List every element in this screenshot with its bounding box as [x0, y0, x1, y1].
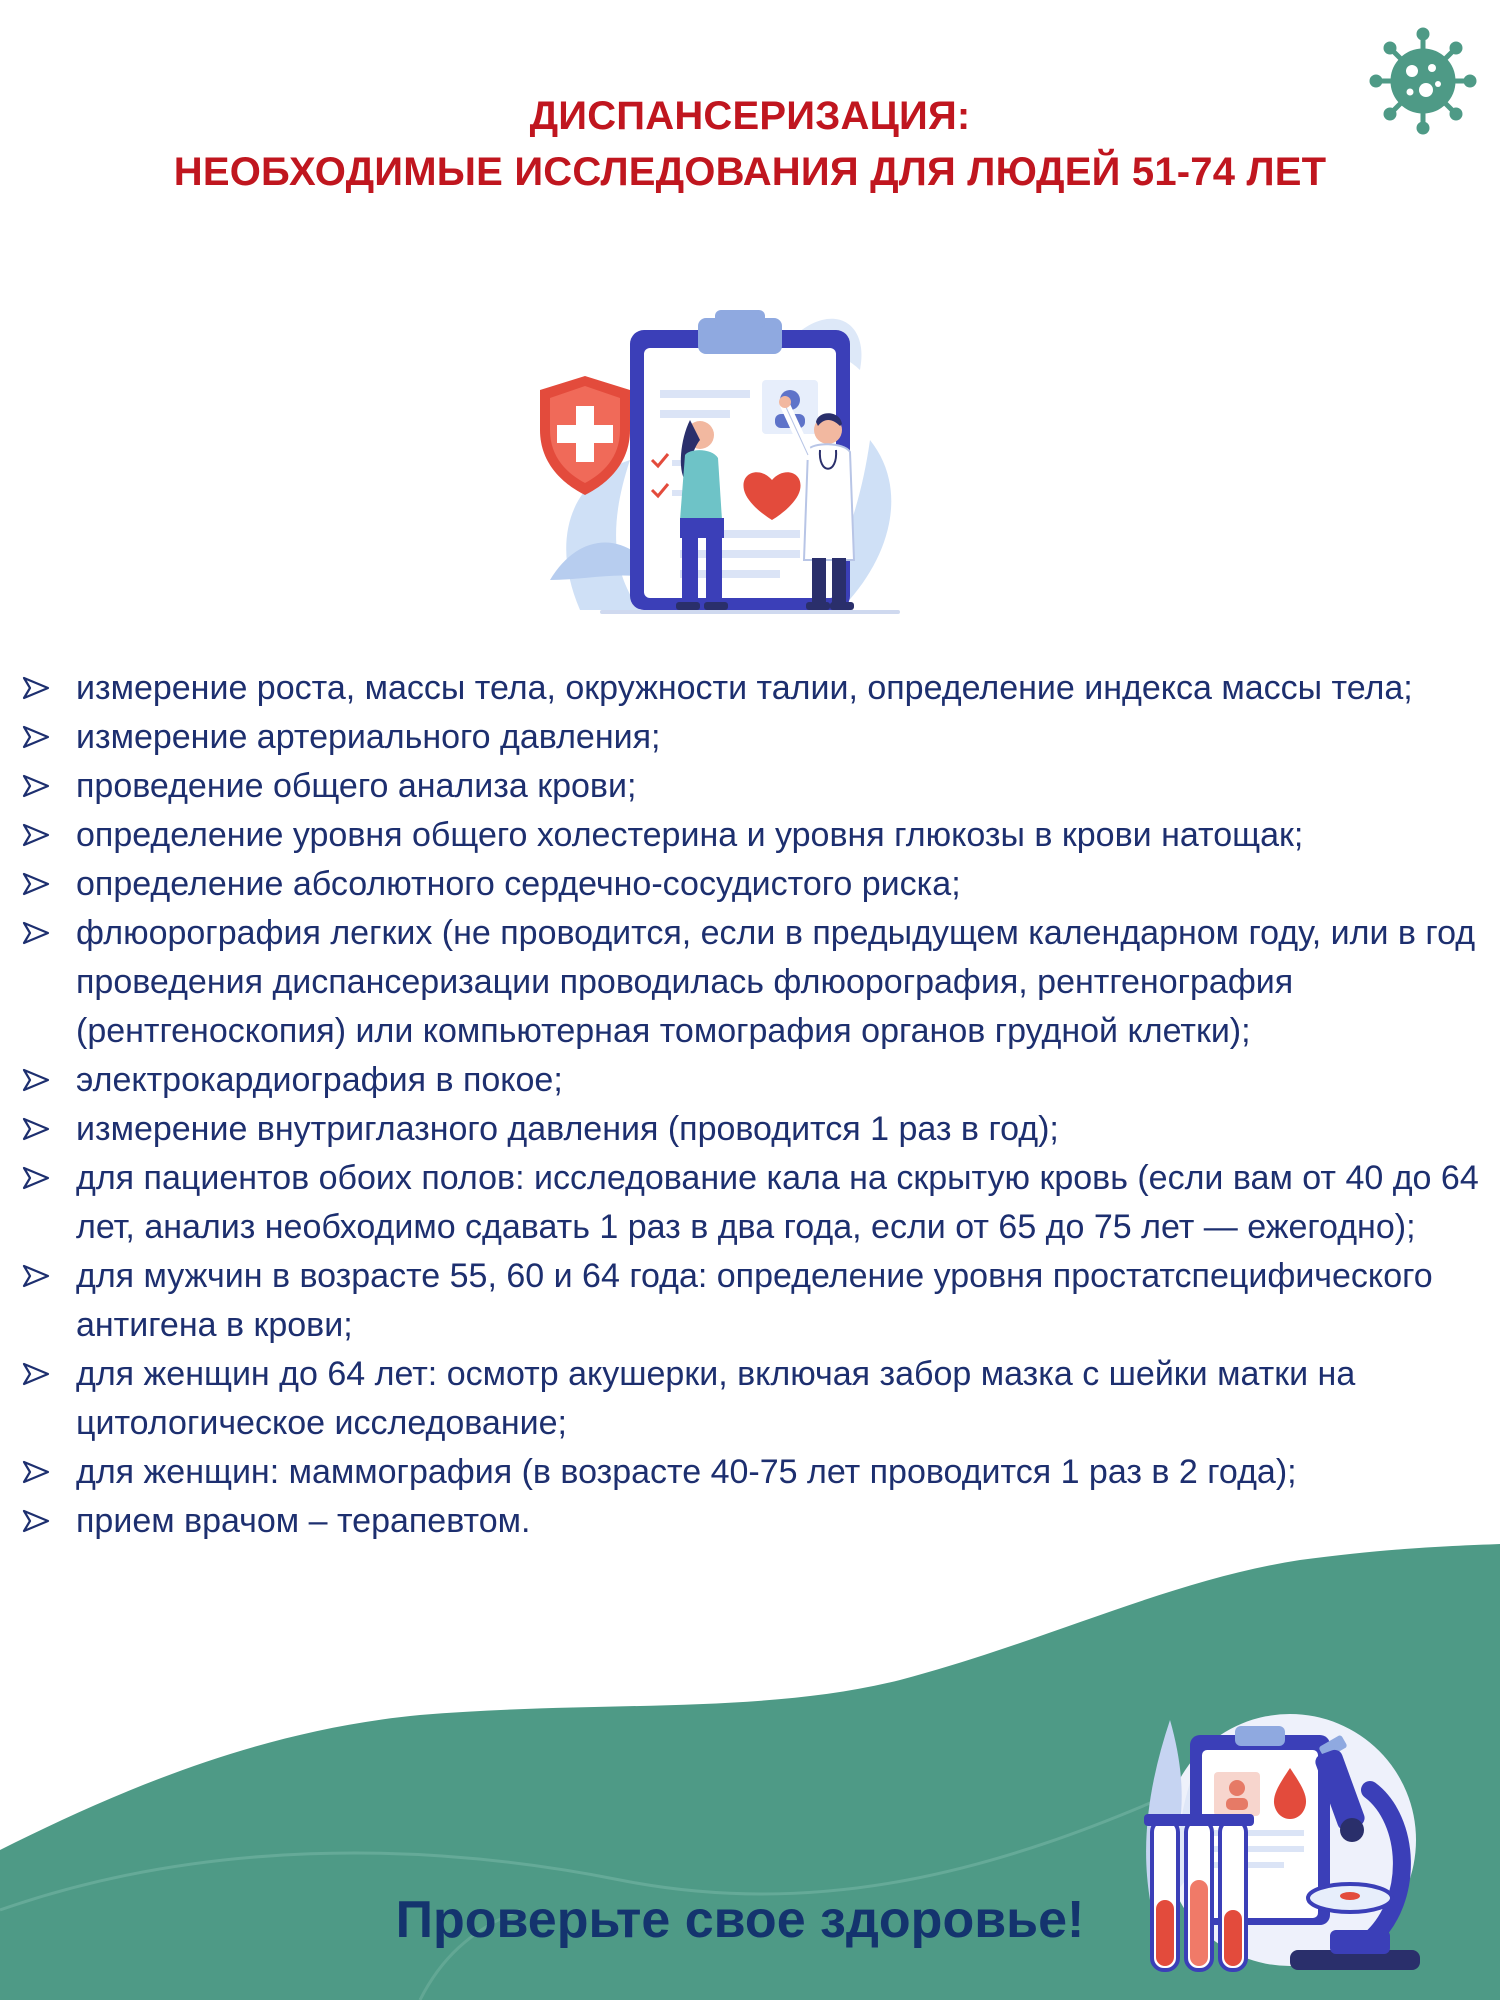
list-item — [18, 1252, 1480, 1350]
list-item — [18, 1105, 1480, 1154]
list-item-text: прием врачом – терапевтом. — [76, 1502, 531, 1540]
page-title — [0, 88, 1500, 200]
list-item — [18, 1056, 1480, 1105]
arrowhead-bullet-icon — [18, 1252, 58, 1301]
arrowhead-bullet-icon — [18, 860, 58, 909]
arrowhead-bullet-icon — [18, 664, 58, 713]
footer-slogan: Проверьте свое здоровье! — [395, 1891, 1085, 1949]
list-item — [18, 909, 1480, 1056]
arrowhead-bullet-icon — [18, 1448, 58, 1497]
list-item — [18, 860, 1480, 909]
list-item — [18, 811, 1480, 860]
title-line-2: НЕОБХОДИМЫЕ ИССЛЕДОВАНИЯ ДЛЯ ЛЮДЕЙ 51-74 ЛЕТ — [173, 150, 1327, 194]
title-line-1: ДИСПАНСЕРИЗАЦИЯ: — [529, 94, 971, 138]
list-item — [18, 1154, 1480, 1252]
list-item-text: для пациентов обоих полов: исследование кала на скрытую кровь (если вам от 40 до 64 лет, анализ необходимо сдавать 1 раз в два года, если от 65 до 75 лет — ежегодно); — [76, 1159, 1479, 1246]
arrowhead-bullet-icon — [18, 1105, 58, 1154]
arrowhead-bullet-icon — [18, 909, 58, 958]
list-item-text: определение абсолютного сердечно-сосудистого риска; — [76, 865, 961, 903]
list-item-text: измерение внутриглазного давления (проводится 1 раз в год); — [76, 1110, 1059, 1148]
list-item-text: определение уровня общего холестерина и уровня глюкозы в крови натощак; — [76, 816, 1304, 854]
list-item — [18, 664, 1480, 713]
list-item — [18, 1448, 1480, 1497]
list-item — [18, 762, 1480, 811]
clipboard-doctor-patient-illustration — [540, 280, 920, 640]
arrowhead-bullet-icon — [18, 713, 58, 762]
list-item-text: флюорография легких (не проводится, если в предыдущем календарном году, или в год проведения диспансеризации проводилась флюорография, рентгенография (рентгеноскопия) или компьютерная томография органов грудной клетки); — [76, 914, 1476, 1050]
list-item — [18, 1350, 1480, 1448]
list-item — [18, 1497, 1480, 1546]
list-item-text: измерение роста, массы тела, окружности талии, определение индекса массы тела; — [76, 669, 1413, 707]
list-item — [18, 713, 1480, 762]
list-item-text: для мужчин в возрасте 55, 60 и 64 года: определение уровня простатспецифического антигена в крови; — [76, 1257, 1433, 1344]
lab-microscope-test-tubes-illustration — [1130, 1680, 1430, 1990]
arrowhead-bullet-icon — [18, 1056, 58, 1105]
arrowhead-bullet-icon — [18, 1154, 58, 1203]
list-item-text: электрокардиография в покое; — [76, 1061, 563, 1099]
arrowhead-bullet-icon — [18, 1350, 58, 1399]
list-item-text: проведение общего анализа крови; — [76, 767, 637, 805]
arrowhead-bullet-icon — [18, 1497, 58, 1546]
arrowhead-bullet-icon — [18, 762, 58, 811]
list-item-text: измерение артериального давления; — [76, 718, 661, 756]
virus-icon — [1368, 26, 1478, 136]
list-item-text: для женщин до 64 лет: осмотр акушерки, включая забор мазка с шейки матки на цитологическое исследование; — [76, 1355, 1356, 1442]
arrowhead-bullet-icon — [18, 811, 58, 860]
examinations-list — [18, 664, 1480, 1546]
list-item-text: для женщин: маммография (в возрасте 40-75 лет проводится 1 раз в 2 года); — [76, 1453, 1297, 1491]
